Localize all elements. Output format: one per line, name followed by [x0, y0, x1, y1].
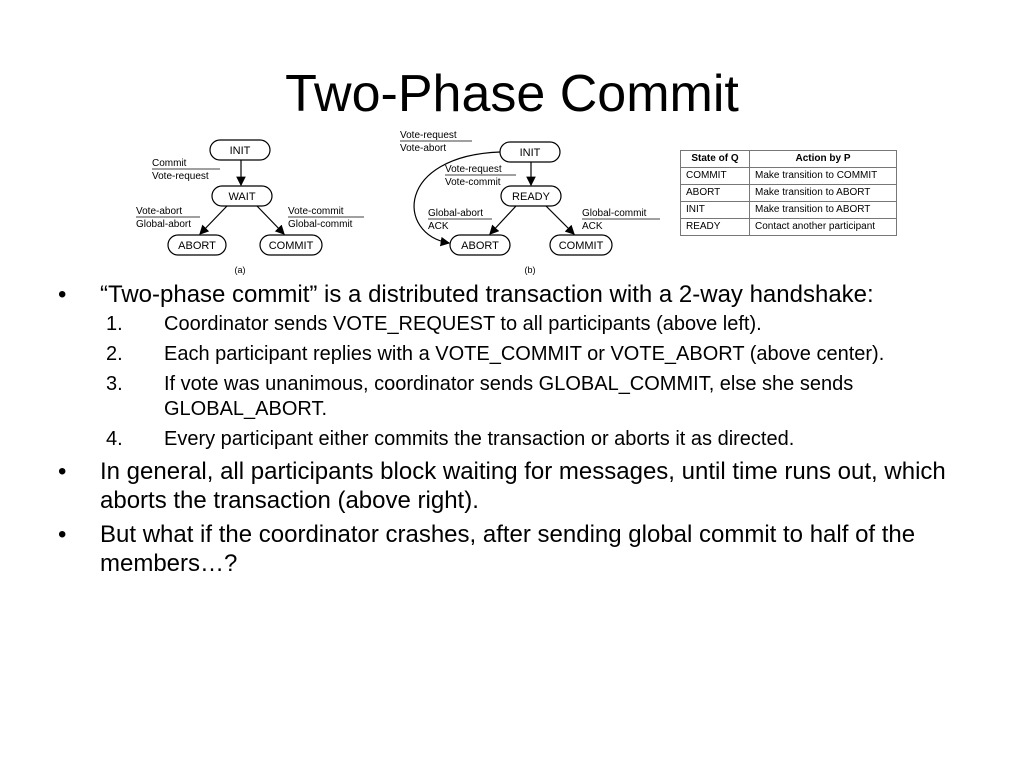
- numbered-steps: [100, 312, 958, 452]
- a-arrow-wait-abort: [200, 206, 227, 234]
- b-arrow-ready-commit: [546, 206, 574, 234]
- table-header-action: Action by P: [750, 151, 897, 168]
- b-arrow-ready-abort: [490, 206, 516, 234]
- b-label-init-abort-top: Vote-request: [400, 130, 457, 141]
- slide-title: Two-Phase Commit: [285, 65, 739, 123]
- table-cell-state: INIT: [681, 202, 750, 219]
- step-number: 2.: [106, 343, 123, 365]
- a-label-init-wait-bottom: Vote-request: [152, 171, 209, 182]
- step-number: 3.: [106, 373, 123, 395]
- table-cell-state: READY: [681, 219, 750, 236]
- b-commit-label: COMMIT: [558, 240, 604, 252]
- b-label-ready-commit-bottom: ACK: [582, 221, 603, 232]
- step-number: 1.: [106, 313, 123, 335]
- a-label-wait-abort-top: Vote-abort: [136, 206, 183, 217]
- b-label-init-abort-bottom: Vote-abort: [400, 143, 447, 154]
- table-row: [681, 168, 897, 185]
- bullet-item: [58, 520, 958, 578]
- table-cell-action: Contact another participant: [750, 219, 897, 236]
- bullet-symbol: •: [58, 521, 67, 548]
- b-label-ready-abort-bottom: ACK: [428, 221, 449, 232]
- diagram-b-participant: [400, 130, 660, 275]
- b-abort-label: ABORT: [461, 240, 499, 252]
- b-ready-label: READY: [512, 191, 550, 203]
- b-label-ready-commit-top: Global-commit: [582, 208, 647, 219]
- a-label-wait-commit-top: Vote-commit: [288, 206, 344, 217]
- bullet-item: [58, 457, 958, 515]
- list-item: [100, 427, 958, 452]
- step-text: Every participant either commits the transaction or aborts it as directed.: [164, 428, 795, 450]
- a-caption: (a): [234, 265, 246, 275]
- a-abort-label: ABORT: [178, 240, 216, 252]
- table-row: [681, 219, 897, 236]
- bullet-item: [58, 280, 958, 452]
- b-init-label: INIT: [519, 147, 541, 159]
- table-cell-action: Make transition to ABORT: [750, 185, 897, 202]
- a-commit-label: COMMIT: [268, 240, 314, 252]
- step-text: If vote was unanimous, coordinator sends GLOBAL_COMMIT, else she sends GLOBAL_ABORT.: [164, 373, 854, 420]
- table-header-state: State of Q: [681, 151, 750, 168]
- a-arrow-wait-commit: [257, 206, 284, 234]
- step-number: 4.: [106, 428, 123, 450]
- table-header-row: [681, 151, 897, 168]
- table-cell-action: Make transition to COMMIT: [750, 168, 897, 185]
- a-label-wait-commit-bottom: Global-commit: [288, 219, 353, 230]
- bullet-symbol: •: [58, 458, 67, 485]
- a-wait-label: WAIT: [228, 191, 256, 203]
- bullet-symbol: •: [58, 281, 67, 308]
- list-item: [100, 342, 958, 367]
- list-item: [100, 312, 958, 337]
- step-text: Each participant replies with a VOTE_COMMIT or VOTE_ABORT (above center).: [164, 343, 885, 365]
- participant-action-table: [680, 150, 897, 236]
- step-text: Coordinator sends VOTE_REQUEST to all participants (above left).: [164, 313, 762, 335]
- a-init-label: INIT: [229, 145, 251, 157]
- bullet-text: In general, all participants block waiting for messages, until time runs out, which aborts the transaction (above right).: [100, 458, 946, 514]
- list-item: [100, 372, 958, 422]
- b-label-init-ready-top: Vote-request: [445, 164, 502, 175]
- a-label-init-wait-top: Commit: [152, 158, 187, 169]
- table-cell-action: Make transition to ABORT: [750, 202, 897, 219]
- b-label-init-ready-bottom: Vote-commit: [445, 177, 501, 188]
- bullet-text: But what if the coordinator crashes, after sending global commit to half of the members…?: [100, 521, 916, 577]
- diagram-a-coordinator: [136, 140, 364, 275]
- table-cell-state: COMMIT: [681, 168, 750, 185]
- table-row: [681, 202, 897, 219]
- bullet-text: “Two-phase commit” is a distributed transaction with a 2-way handshake:: [100, 281, 874, 308]
- bullet-list: [58, 280, 958, 578]
- table-row: [681, 185, 897, 202]
- b-caption: (b): [524, 265, 536, 275]
- b-label-ready-abort-top: Global-abort: [428, 208, 484, 219]
- a-label-wait-abort-bottom: Global-abort: [136, 219, 192, 230]
- slide-content: [58, 280, 958, 583]
- table-cell-state: ABORT: [681, 185, 750, 202]
